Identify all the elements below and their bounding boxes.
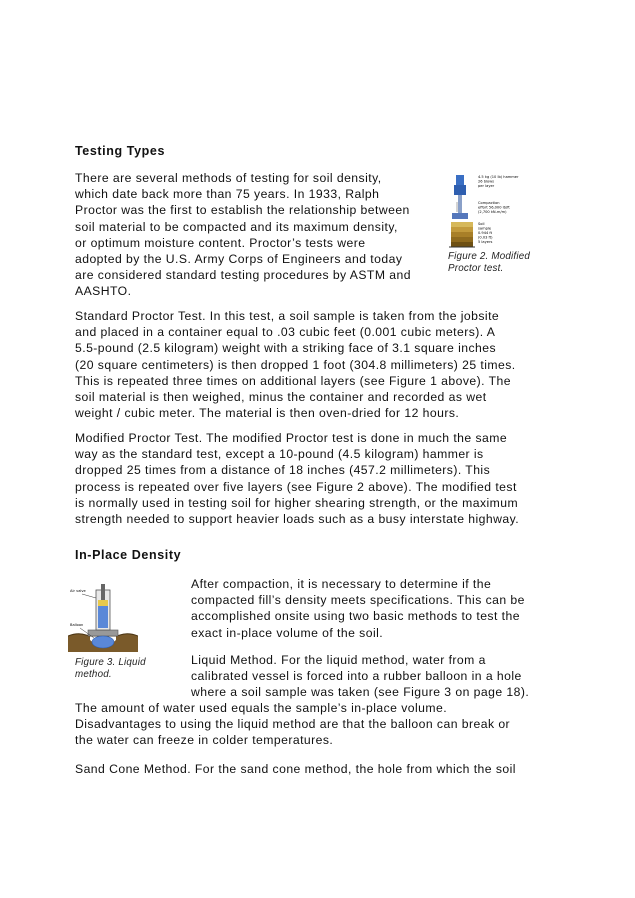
fig2-label: Compaction xyxy=(478,201,500,205)
figure-2-modified-proctor-illustration xyxy=(448,172,538,252)
modified-proctor-paragraph: Modified Proctor Test. The modified Proctor test is done in much the same way as the standard test, except a 10-pound (4.5 kilogram) hammer is dropped 25 times from a distance of 18 inches (457.2 millimeters). This process is repeated over five layers (see Figure 2 above). The modified test is normally used in testing soil for higher shearing strength, or the maximum strength needed to support heavier loads such as a busy interstate highway. xyxy=(75,431,520,527)
fig2-label: 26 blows xyxy=(478,179,495,184)
hammer-head xyxy=(456,175,464,185)
fig2-label: 0.944 ft xyxy=(478,231,493,235)
standard-proctor-paragraph: Standard Proctor Test. In this test, a soil sample is taken from the jobsite and placed in a container equal to .03 cubic feet (0.001 cubic meters). A 5.5-pound (2.5 kilogram) weight with a striking face of 3.1 square inches (20 square centimeters) is then dropped 1 foot (304.8 millimeters) 25 times. This is repeated three times on additional layers (see Figure 1 above). The soil material is then weighed, minus the container and recorded as wet weight / cubic meter. The material is then oven-dried for 12 hours. xyxy=(75,309,516,421)
fig2-label: 4.5 kg (10 lb) hammer xyxy=(478,175,519,179)
fig2-label: per layer xyxy=(478,184,495,188)
figure-2-caption: Figure 2. Modified Proctor test. xyxy=(448,251,531,274)
fig2-label: (2,700 kN-m/m) xyxy=(478,210,507,214)
testing-types-intro: There are several methods of testing for soil density, which date back more than 75 years. In 1933, Ralph Proctor was the first to establish the relationship between soil material to be compacted and its maximum density, or optimum moisture content. Proctor’s tests were adopted by the U.S. Army Corps of Engineers and today are considered standard testing procedures by ASTM and AASHTO. xyxy=(75,171,411,299)
sand-cone-paragraph: Sand Cone Method. For the sand cone method, the hole from which the soil xyxy=(75,762,516,776)
figure-3-liquid-method-illustration xyxy=(68,580,138,652)
rubber-balloon xyxy=(92,636,114,648)
vessel-piston xyxy=(98,600,108,606)
hammer-weight xyxy=(454,185,466,195)
fig2-label: sample xyxy=(478,226,492,231)
in-place-density-heading: In-Place Density xyxy=(75,548,182,562)
hammer-guide xyxy=(452,213,468,219)
fig3-label: Balloon xyxy=(70,623,84,627)
vessel-handle xyxy=(101,584,105,600)
fig2-label: Soil xyxy=(478,222,485,226)
fig2-label: 5 layers xyxy=(478,240,493,244)
fig3-label: Air valve xyxy=(70,589,86,593)
base-plate xyxy=(88,630,118,636)
vessel-water xyxy=(98,606,108,628)
figure-3-caption: Figure 3. Liquid method. xyxy=(75,657,146,680)
testing-types-heading: Testing Types xyxy=(75,144,165,158)
hammer-rod xyxy=(458,195,462,213)
fig2-label: (0.03 ft) xyxy=(478,235,493,240)
liquid-method-paragraph-indented: Liquid Method. For the liquid method, water from a calibrated vessel is forced into a rubber balloon in a hole where a soil sample was taken (see Figure 3 on page 18). xyxy=(191,653,530,700)
liquid-method-paragraph-continued: The amount of water used equals the sample’s in-place volume. Disadvantages to using the liquid method are that the balloon can break or the water can freeze in colder temperatures. xyxy=(75,701,511,748)
fig2-label: effort 56,000 lb/ft xyxy=(478,205,510,210)
after-compaction-paragraph: After compaction, it is necessary to determine if the compacted fill’s density meets specifications. This can be accomplished onsite using two basic methods to test the exact in-place volume of the soil. xyxy=(191,577,525,640)
